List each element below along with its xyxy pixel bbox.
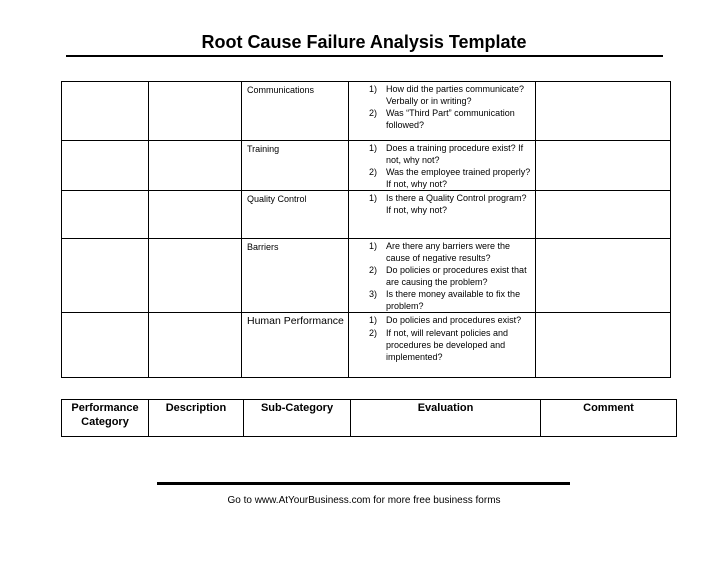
question-text: Was “Third Part” communication followed? — [386, 108, 515, 130]
column-header-table — [61, 399, 677, 437]
question-number: 2) — [369, 328, 378, 338]
performance-category-cell[interactable] — [62, 239, 149, 313]
question-list — [349, 240, 531, 312]
question-item — [349, 83, 531, 107]
question-number: 3) — [369, 289, 378, 299]
description-cell[interactable] — [149, 141, 242, 191]
question-list — [349, 314, 531, 363]
header-evaluation: Evaluation — [351, 400, 541, 437]
performance-category-cell[interactable] — [62, 82, 149, 141]
evaluation-cell — [349, 141, 536, 191]
question-number: 2) — [369, 265, 378, 275]
question-number: 1) — [369, 315, 378, 325]
question-list — [349, 83, 531, 131]
question-item — [349, 142, 531, 166]
question-number: 2) — [369, 108, 378, 118]
description-cell[interactable] — [149, 239, 242, 313]
evaluation-cell — [349, 313, 536, 378]
comment-cell[interactable] — [536, 239, 671, 313]
performance-category-cell[interactable] — [62, 313, 149, 378]
question-number: 2) — [369, 167, 378, 177]
sub-category-cell: Barriers — [242, 239, 349, 313]
description-cell[interactable] — [149, 191, 242, 239]
comment-cell[interactable] — [536, 82, 671, 141]
question-number: 1) — [369, 84, 378, 94]
question-item — [349, 327, 531, 363]
performance-category-cell[interactable] — [62, 141, 149, 191]
question-item — [349, 166, 531, 190]
question-text: Are there any barriers were the cause of negative results? — [386, 241, 511, 263]
question-item — [349, 240, 531, 264]
question-text: Is there a Quality Control program? If not, why not? — [386, 193, 527, 215]
table-row — [62, 141, 671, 191]
analysis-table — [61, 81, 671, 378]
question-text: If not, will relevant policies and procedures be developed and implemented? — [386, 328, 509, 362]
description-cell[interactable] — [149, 313, 242, 378]
header-sub-category: Sub-Category — [244, 400, 351, 437]
sub-category-cell: Human Performance — [242, 313, 349, 378]
question-text: Do policies and procedures exist? — [386, 315, 522, 325]
comment-cell[interactable] — [536, 191, 671, 239]
header-description: Description — [149, 400, 244, 437]
sub-category-cell: Quality Control — [242, 191, 349, 239]
question-item — [349, 314, 531, 326]
footer-text: Go to www.AtYourBusiness.com for more free business forms — [227, 495, 501, 506]
question-text: Does a training procedure exist? If not, why not? — [386, 143, 524, 165]
table-row — [62, 191, 671, 239]
table-row — [62, 313, 671, 378]
question-list — [349, 142, 531, 190]
question-number: 1) — [369, 241, 378, 251]
page-title: Root Cause Failure Analysis Template — [201, 32, 527, 52]
description-cell[interactable] — [149, 82, 242, 141]
question-item — [349, 264, 531, 288]
question-number: 1) — [369, 143, 378, 153]
table-row — [62, 82, 671, 141]
question-text: Do policies or procedures exist that are causing the problem? — [386, 265, 527, 287]
footer-rule — [157, 482, 570, 485]
comment-cell[interactable] — [536, 313, 671, 378]
question-text: How did the parties communicate? Verbally or in writing? — [386, 84, 525, 106]
question-item — [349, 192, 531, 216]
table-row — [62, 239, 671, 313]
evaluation-cell — [349, 82, 536, 141]
question-list — [349, 192, 531, 216]
question-number: 1) — [369, 193, 378, 203]
title-rule — [66, 55, 663, 57]
evaluation-cell — [349, 239, 536, 313]
question-item — [349, 107, 531, 131]
question-text: Was the employee trained properly? If not, why not? — [386, 167, 531, 189]
comment-cell[interactable] — [536, 141, 671, 191]
question-text: Is there money available to fix the problem? — [386, 289, 521, 311]
header-comment: Comment — [541, 400, 677, 437]
sub-category-cell: Training — [242, 141, 349, 191]
question-item — [349, 288, 531, 312]
performance-category-cell[interactable] — [62, 191, 149, 239]
sub-category-cell: Communications — [242, 82, 349, 141]
header-performance-category: Performance Category — [62, 400, 149, 437]
evaluation-cell — [349, 191, 536, 239]
